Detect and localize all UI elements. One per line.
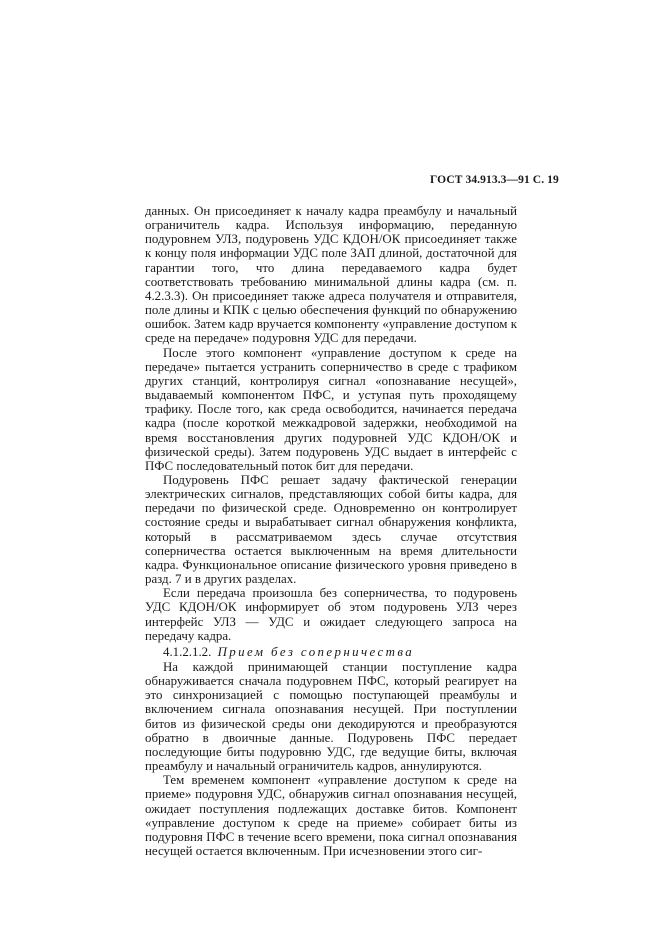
paragraph-5: На каждой принимающей станции поступление кадра обнаруживается сначала подуровнем ПФС, который реагирует на это синхронизацией с помощью поступающей преамбулы и включением сигнала опознавания несущей. При поступлении битов из физической среды они декодируются и преобразуются обратно в двоичные данные. Подуровень ПФС передает последующие биты подуровню УДС, где ведущие биты, включая преамбулу и начальный ограничитель кадров, аннулируются. [145,660,517,774]
paragraph-1: данных. Он присоединяет к началу кадра преамбулу и начальный ограничитель кадра. Используя информацию, переданную подуровнем УЛЗ, подуровень УДС КДОН/ОК присоединяет также к концу поля информации УДС поле ЗАП длиной, достаточной для гарантии того, что длина передаваемого кадра будет соответствовать требованию минимальной длины кадра (см. п. 4.2.3.3). Он присоединяет также адреса получателя и отправителя, поле длины и КПК с целью обеспечения функций по обнаружению ошибок. Затем кадр вручается компоненту «управление доступом к среде на передаче» подуровня УДС для передачи. [145,204,517,346]
paragraph-3: Подуровень ПФС решает задачу фактической генерации электрических сигналов, представляющих собой биты кадра, для передачи по физической среде. Одновременно он контролирует состояние среды и вырабатывает сигнал обнаружения конфликта, который в рассматриваемом здесь случае отсутствия соперничества остается выключенным на время длительности кадра. Функциональное описание физического уровня приведено в разд. 7 и в других разделах. [145,472,517,587]
paragraph-6: Тем временем компонент «управление доступом к среде на приеме» подуровня УДС, обнаружив сигнал опознавания несущей, ожидает поступления подлежащих доставке битов. Компонент «управление доступом к среде на приеме» собирает биты из подуровня ПФС в течение всего времени, пока сигнал опознавания несущей остается включенным. При исчезновении этого сиг- [145,773,517,859]
section-title: Прием без соперничества [217,644,415,659]
paragraph-2: После этого компонент «управление доступом к среде на передаче» пытается устранить соперничество в среде с трафиком других станций, контролируя сигнал «опознавание несущей», выдаваемый компонентом ПФС, и уступая путь проходящему трафику. После того, как среда освободится, начинается передача кадра (после короткой межкадровой задержки, необходимой на время восстановления других подуровней УДС КДОН/ОК и физической среды). Затем подуровень УДС выдает в интерфейс с ПФС последовательный поток бит для передачи. [145,345,517,473]
page-header: ГОСТ 34.913.3—91 С. 19 [430,174,559,186]
paragraph-4: Если передача произошла без соперничества, то подуровень УДС КДОН/ОК информирует об этом подуровень УЛЗ через интерфейс УЛЗ — УДС и ожидает следующего запроса на передачу кадра. [145,586,517,643]
section-number: 4.1.2.1.2. [163,644,212,659]
section-heading [145,645,517,659]
body-text [145,204,517,858]
